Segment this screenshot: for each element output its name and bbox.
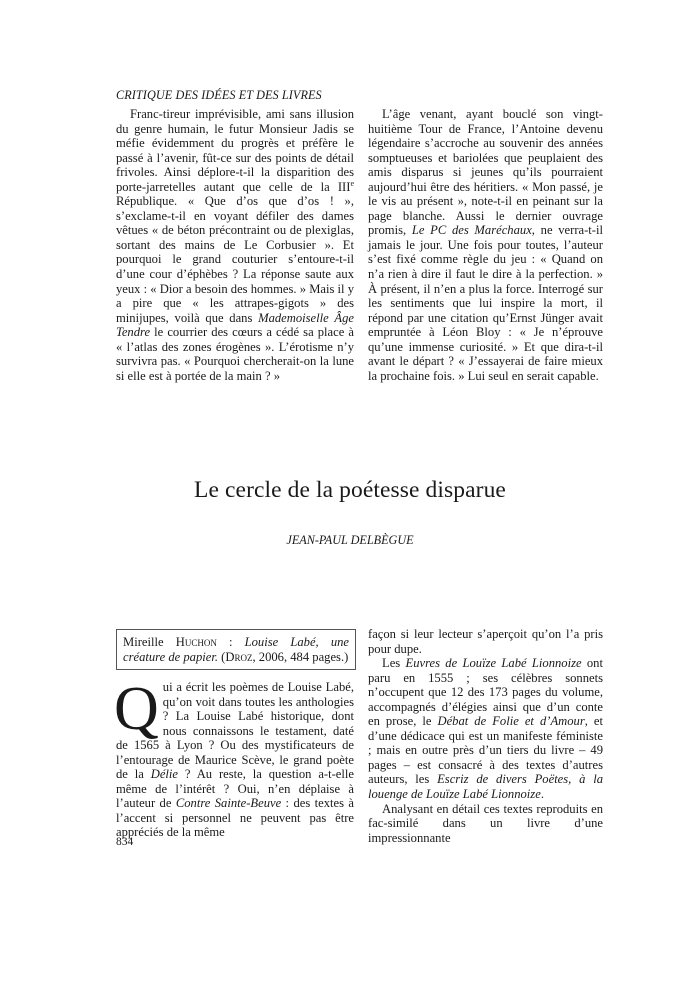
article-author: JEAN-PAUL DELBÈGUE <box>286 533 414 547</box>
text-run: Euvres de Louïze Labé Lionnoize <box>405 656 582 671</box>
text-run: Huchon <box>175 635 217 649</box>
text-run: façon si leur lecteur s’aperçoit qu’on l’a pris pour dupe. <box>368 627 603 656</box>
text-run: , 2006, 484 pages.) <box>252 649 349 664</box>
article-left-column <box>114 675 354 840</box>
text-run: . <box>540 787 544 802</box>
top-left-column <box>116 107 354 383</box>
drop-cap: Q <box>114 675 159 743</box>
text-run: ui a écrit les poèmes de Louise Labé, qu’on voit dans toutes les anthologies ? La Louise Labé historique, dont nous connaissons le testament, daté de 1565 à Lyon ? Ou des mystificateurs de l’entourage de Maurice Scève, le grand poète de la <box>116 680 354 782</box>
text-run: Les <box>382 656 406 671</box>
paragraph <box>368 802 603 846</box>
paragraph <box>368 656 603 801</box>
text-run: Analysant en détail ces textes reproduits en fac-similé dans un livre d’une impressionnante <box>368 801 603 845</box>
text-run: Le PC des Maréchaux <box>411 223 532 238</box>
text-run: ont paru en 1555 ; ses célèbres sonnets n’occupent que 12 des 173 pages du volume, accompagnés d’élégies ainsi que d’un conte en prose, le <box>368 656 603 729</box>
text-run: : des textes à l’accent si personnel ne peuvent pas être appréciés de la même <box>116 796 354 840</box>
text-run: Mademoiselle Âge Tendre <box>116 310 354 340</box>
text-run: , et d’une dédicace qui est un manifeste féministe ; mais en outre près d’un tiers du livre – 49 pages – est consacré à des textes d’autres auteurs, les <box>368 714 604 787</box>
text-run: L’âge venant, ayant bouclé son vingt-huitième Tour de France, l’Antoine devenu légendaire s’accroche au souvenir des années somptueuses et bariolées que peuplaient des amis disparus si jeunes qu’ils pourraient aujourd’hui être des héritiers. « Mon passé, je le vis au présent », note-t-il en peinant sur la page blanche. Aussi le dernier ouvrage promis, <box>368 107 603 238</box>
running-head: CRITIQUE DES IDÉES ET DES LIVRES <box>116 88 322 102</box>
text-run: e <box>350 178 354 188</box>
text-run: Droz <box>225 649 253 664</box>
text-run: le courrier des cœurs a cédé sa place à « l’atlas des zones érogènes ». L’érotisme n’y survivra pas. « Pourquoi chercherait-on la lune si elle est à portée de la main ? » <box>116 325 354 383</box>
text-run: , ne verra-t-il jamais le jour. Une fois pour toutes, l’auteur s’est fixé comme règle du jeu : « Quand on n’a rien à dire il faut le dire à la perfection. » À présent, il n’en a plus la force. Interrogé sur les sentiments que lui inspire la mort, il répond par une citation qu’Ernst Jünger avait empruntée à Léon Bloy : « Je n’éprouve qu’une immense curiosité. » Et que dira-t-il avant le départ ? « J’essayerai de faire mieux la prochaine fois. » Lui seul en serait capable. <box>368 223 603 383</box>
paragraph <box>116 107 354 383</box>
text-run: ? Au reste, la question a-t-elle même de l’intérêt ? Oui, n’en déplaise à l’auteur de <box>116 767 354 811</box>
text-run: Mireille <box>123 635 176 649</box>
text-run: Contre Sainte-Beuve <box>175 796 282 811</box>
article-right-column <box>368 627 603 845</box>
text-run: Escriz de divers Poëtes, à la louenge de Louïze Labé Lionnoize <box>368 772 603 802</box>
article-title: Le cercle de la poétesse disparue <box>194 477 506 503</box>
text-run: Délie <box>150 767 179 782</box>
text-run: Débat de Folie et d’Amour <box>437 714 585 729</box>
paragraph <box>368 627 603 656</box>
paragraph <box>368 107 603 383</box>
text-run: République. « Que d’os que d’os ! », s’exclame-t-il en voyant défiler des dames vêtues « de béton précontraint ou de plexiglas, sortant des mains de Le Corbusier ». Et pourquoi le grand couturier s’entoure-t-il d’une cour d’éphèbes ? La réponse saute aux yeux : « Dior a besoin des hommes. » Mais il y a pire que « les attrapes-gigots » des minijupes, voilà que dans <box>116 194 354 325</box>
text-run: ( <box>218 649 226 664</box>
page-number: 834 <box>116 836 134 848</box>
top-right-column <box>368 107 603 383</box>
book-reference-box <box>116 629 356 670</box>
text-run: Louise Labé, une créature de papier. <box>123 635 350 664</box>
text-run: : <box>216 635 245 649</box>
text-run: Franc-tireur imprévisible, ami sans illusion du genre humain, le futur Monsieur Jadis se méfie évidemment du progrès et préfère le passé à l’avenir, fût-ce sur des points de détail frivoles. Ainsi déplore-t-il la disparition des porte-jarretelles autant que celle de la III <box>116 107 354 194</box>
